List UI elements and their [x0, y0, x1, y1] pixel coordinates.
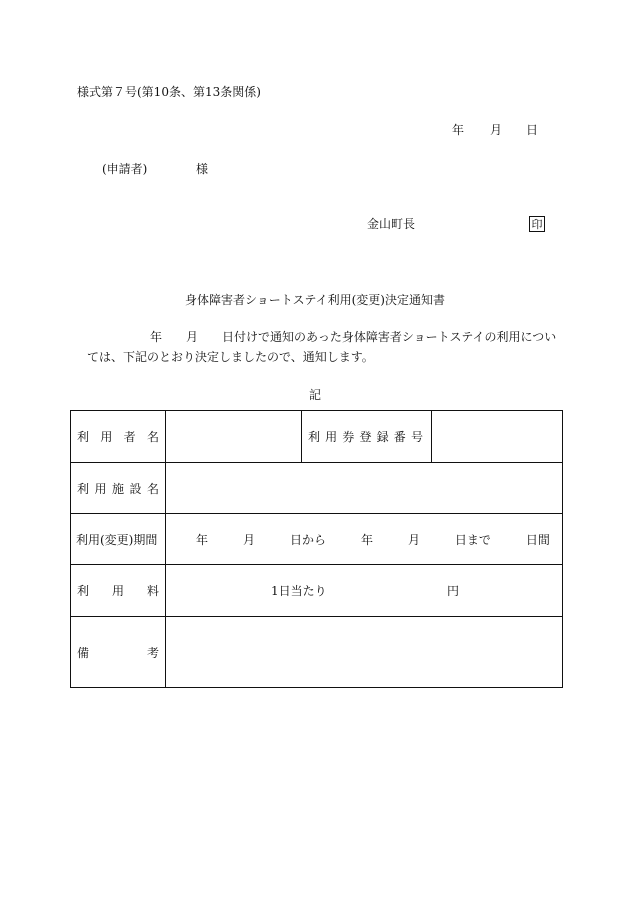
- remarks-label: [71, 644, 165, 661]
- label-char: 備: [77, 645, 90, 660]
- label-char: 利: [308, 430, 321, 444]
- label-char: 券: [342, 430, 355, 444]
- applicant-honorific: 様: [196, 162, 209, 176]
- label-char: 用: [100, 430, 113, 444]
- facility-label-cell: [71, 463, 166, 514]
- label-char: 名: [146, 430, 159, 444]
- fee-unit: 円: [447, 584, 460, 598]
- label-char: 号: [410, 430, 423, 444]
- label-char: 名: [146, 481, 159, 496]
- issuer-name: 金山町長: [367, 217, 416, 231]
- table-row: [71, 463, 563, 514]
- facility-label: [71, 480, 165, 497]
- period-total-days: 日間: [525, 532, 550, 547]
- period-start-year: 年: [196, 532, 209, 547]
- period-end-year: 年: [360, 532, 373, 547]
- table-row: [71, 411, 563, 463]
- period-label-cell: [71, 514, 166, 565]
- user-name-field[interactable]: [166, 411, 302, 463]
- period-parts: [166, 531, 562, 548]
- fee-per-day: 1日当たり: [271, 584, 327, 598]
- fee-content: [166, 582, 562, 599]
- remarks-field[interactable]: [166, 617, 563, 688]
- decision-table: [70, 410, 563, 688]
- label-char: 番: [393, 430, 406, 444]
- period-label: 利用(変更)期間: [76, 532, 158, 547]
- ticket-number-field[interactable]: [432, 411, 563, 463]
- fee-label: [71, 582, 165, 599]
- table-row: [71, 514, 563, 565]
- applicant-label: (申請者): [102, 162, 148, 176]
- period-field[interactable]: [166, 514, 563, 565]
- table-row: [71, 565, 563, 617]
- ticket-number-label: [302, 428, 431, 445]
- label-char: 施: [111, 481, 124, 496]
- period-end-month: 月: [407, 532, 420, 547]
- label-char: 考: [146, 645, 159, 660]
- ticket-number-label-cell: [302, 411, 432, 463]
- date-year-label: 年: [452, 123, 465, 137]
- label-char: 録: [376, 430, 389, 444]
- form-number: 様式第７号(第10条、第13条関係): [77, 85, 261, 99]
- issue-date: [452, 124, 538, 136]
- label-char: 用: [325, 430, 338, 444]
- label-char: 用: [94, 481, 107, 496]
- user-name-label: [71, 428, 165, 445]
- document-title: 身体障害者ショートステイ利用(変更)決定通知書: [185, 293, 445, 307]
- label-char: 用: [111, 584, 124, 598]
- date-month-label: 月: [490, 123, 503, 137]
- body-text-line-2: ては、下記のとおり決定しましたので、通知します。: [87, 350, 374, 364]
- label-char: 料: [146, 584, 159, 598]
- label-char: 利: [77, 481, 90, 496]
- fee-label-cell: [71, 565, 166, 617]
- label-char: 利: [77, 430, 90, 444]
- ki-heading: 記: [308, 388, 321, 402]
- period-start-day: 日から: [289, 532, 326, 547]
- seal-mark: 印: [529, 216, 545, 232]
- table-row: [71, 617, 563, 688]
- label-char: 登: [359, 430, 372, 444]
- user-name-label-cell: [71, 411, 166, 463]
- period-start-month: 月: [242, 532, 255, 547]
- period-end-day: 日まで: [454, 532, 491, 547]
- label-char: 者: [123, 430, 136, 444]
- remarks-label-cell: [71, 617, 166, 688]
- fee-field[interactable]: [166, 565, 563, 617]
- label-char: 利: [77, 584, 90, 598]
- facility-field[interactable]: [166, 463, 563, 514]
- date-day-label: 日: [526, 123, 539, 137]
- label-char: 設: [129, 481, 142, 496]
- body-text-line-1: 年 月 日付けで通知のあった身体障害者ショートステイの利用につい: [150, 330, 557, 344]
